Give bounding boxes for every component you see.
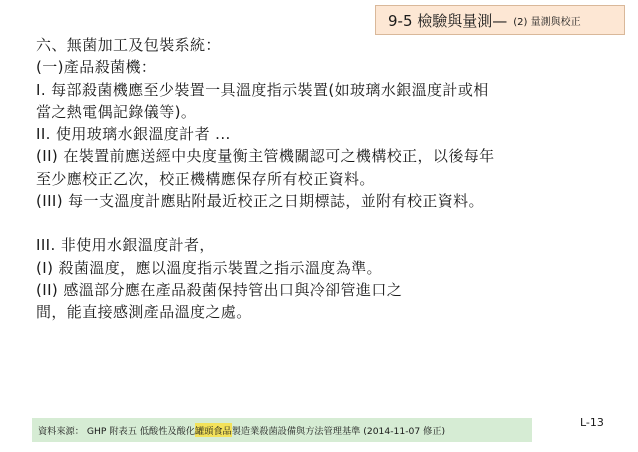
section-title: 9-5 檢驗與量測— <box>388 11 508 30</box>
text-line: III. 非使用水銀溫度計者， <box>36 236 215 255</box>
text-line: (II) 在裝置前應送經中央度量衡主管機關認可之機構校正，以後每年 <box>36 147 495 166</box>
body-text <box>36 34 606 324</box>
text-line: II. 使用玻璃水銀溫度計者 ... <box>36 125 231 144</box>
text-line: (一)產品殺菌機： <box>36 58 157 77</box>
text-line: (III) 每一支溫度計應貼附最近校正之日期標誌，並附有校正資料。 <box>36 192 484 211</box>
page-number: L-13 <box>580 416 604 429</box>
source-suffix: 製造業殺菌設備與方法管理基準 (2014-11-07 修正) <box>231 426 446 437</box>
source-prefix: 資料來源： GHP 附表五 低酸性及酸化 <box>38 426 195 437</box>
text-line: (I) 殺菌溫度，應以溫度指示裝置之指示溫度為準。 <box>36 258 382 277</box>
text-line: 六、無菌加工及包裝系統： <box>36 36 221 54</box>
source-citation <box>32 418 532 442</box>
paragraph-gap <box>36 212 606 234</box>
source-highlight: 罐頭食品 <box>195 423 232 437</box>
text-line: (II) 感溫部分應在產品殺菌保持管出口與冷卻管進口之 <box>36 280 403 299</box>
section-title-box <box>375 5 625 35</box>
text-line: I. 每部殺菌機應至少裝置一具溫度指示裝置(如玻璃水銀溫度計或相 <box>36 80 489 99</box>
text-line: 當之熱電偶記錄儀等)。 <box>36 102 197 121</box>
section-subtitle: (2) 量測與校正 <box>513 16 581 28</box>
text-line: 間，能直接感測產品溫度之處。 <box>36 303 252 322</box>
text-line: 至少應校正乙次，校正機構應保存所有校正資料。 <box>36 169 375 188</box>
